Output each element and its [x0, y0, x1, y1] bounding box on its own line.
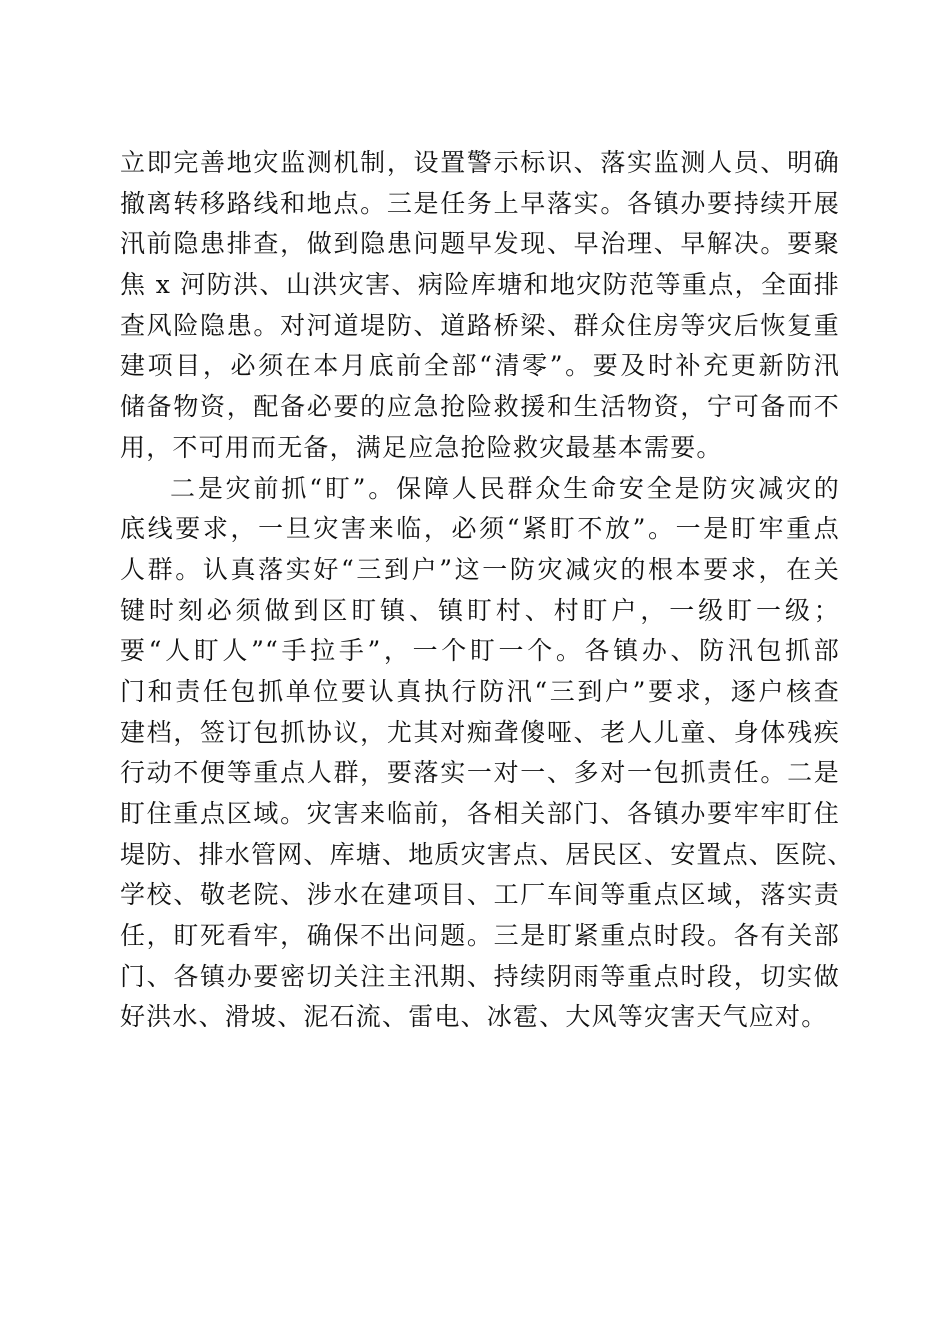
text-line: 门、各镇办要密切关注主汛期、持续阴雨等重点时段，切实做 [120, 961, 840, 991]
text-line: 堤防、排水管网、库塘、地质灾害点、居民区、安置点、医院、 [120, 839, 854, 869]
text-line: 盯住重点区域。灾害来临前，各相关部门、各镇办要牢牢盯住 [120, 799, 840, 828]
text-line: 行动不便等重点人群，要落实一对一、多对一包抓责任。二是 [120, 758, 840, 788]
text-line: 要“人盯人”“手拉手”，一个盯一个。各镇办、防汛包抓部 [120, 636, 840, 666]
text-line: 储备物资，配备必要的应急抢险救援和生活物资，宁可备而不 [120, 392, 840, 422]
text-line: 人群。认真落实好“三到户”这一防灾减灾的根本要求，在关 [120, 554, 840, 584]
paragraph-2 [120, 469, 854, 1039]
text-line: 门和责任包抓单位要认真执行防汛“三到户”要求，逐户核查 [120, 676, 840, 706]
text-line: 二是灾前抓“盯”。保障人民群众生命安全是防灾减灾的 [170, 473, 840, 503]
text-line: 建项目，必须在本月底前全部“清零”。要及时补充更新防汛 [120, 351, 840, 381]
text-line: 任，盯死看牢，确保不出问题。三是盯紧重点时段。各有关部 [120, 921, 840, 951]
text-line: 立即完善地灾监测机制，设置警示标识、落实监测人员、明确 [120, 148, 840, 177]
text-line: 查风险隐患。对河道堤防、道路桥梁、群众住房等灾后恢复重 [120, 310, 840, 340]
text-line: 底线要求，一旦灾害来临，必须“紧盯不放”。一是盯牢重点 [120, 514, 840, 544]
text-line: 学校、敬老院、涉水在建项目、工厂车间等重点区域，落实责 [120, 880, 840, 910]
document-body [120, 143, 854, 1038]
text-line: 好洪水、滑坡、泥石流、雷电、冰雹、大风等灾害天气应对。 [120, 1002, 828, 1032]
text-line: 键时刻必须做到区盯镇、镇盯村、村盯户，一级盯一级； [120, 595, 840, 625]
text-line: 用，不可用而无备，满足应急抢险救灾最基本需要。 [120, 432, 723, 462]
text-line: 焦 x 河防洪、山洪灾害、病险库塘和地灾防范等重点，全面排 [120, 270, 840, 300]
text-line: 建档，签订包抓协议，尤其对痴聋傻哑、老人儿童、身体残疾 [120, 717, 840, 747]
text-line: 汛前隐患排查，做到隐患问题早发现、早治理、早解决。要聚 [120, 229, 840, 259]
text-line: 撤离转移路线和地点。三是任务上早落实。各镇办要持续开展 [120, 188, 840, 218]
paragraph-1 [120, 143, 840, 469]
